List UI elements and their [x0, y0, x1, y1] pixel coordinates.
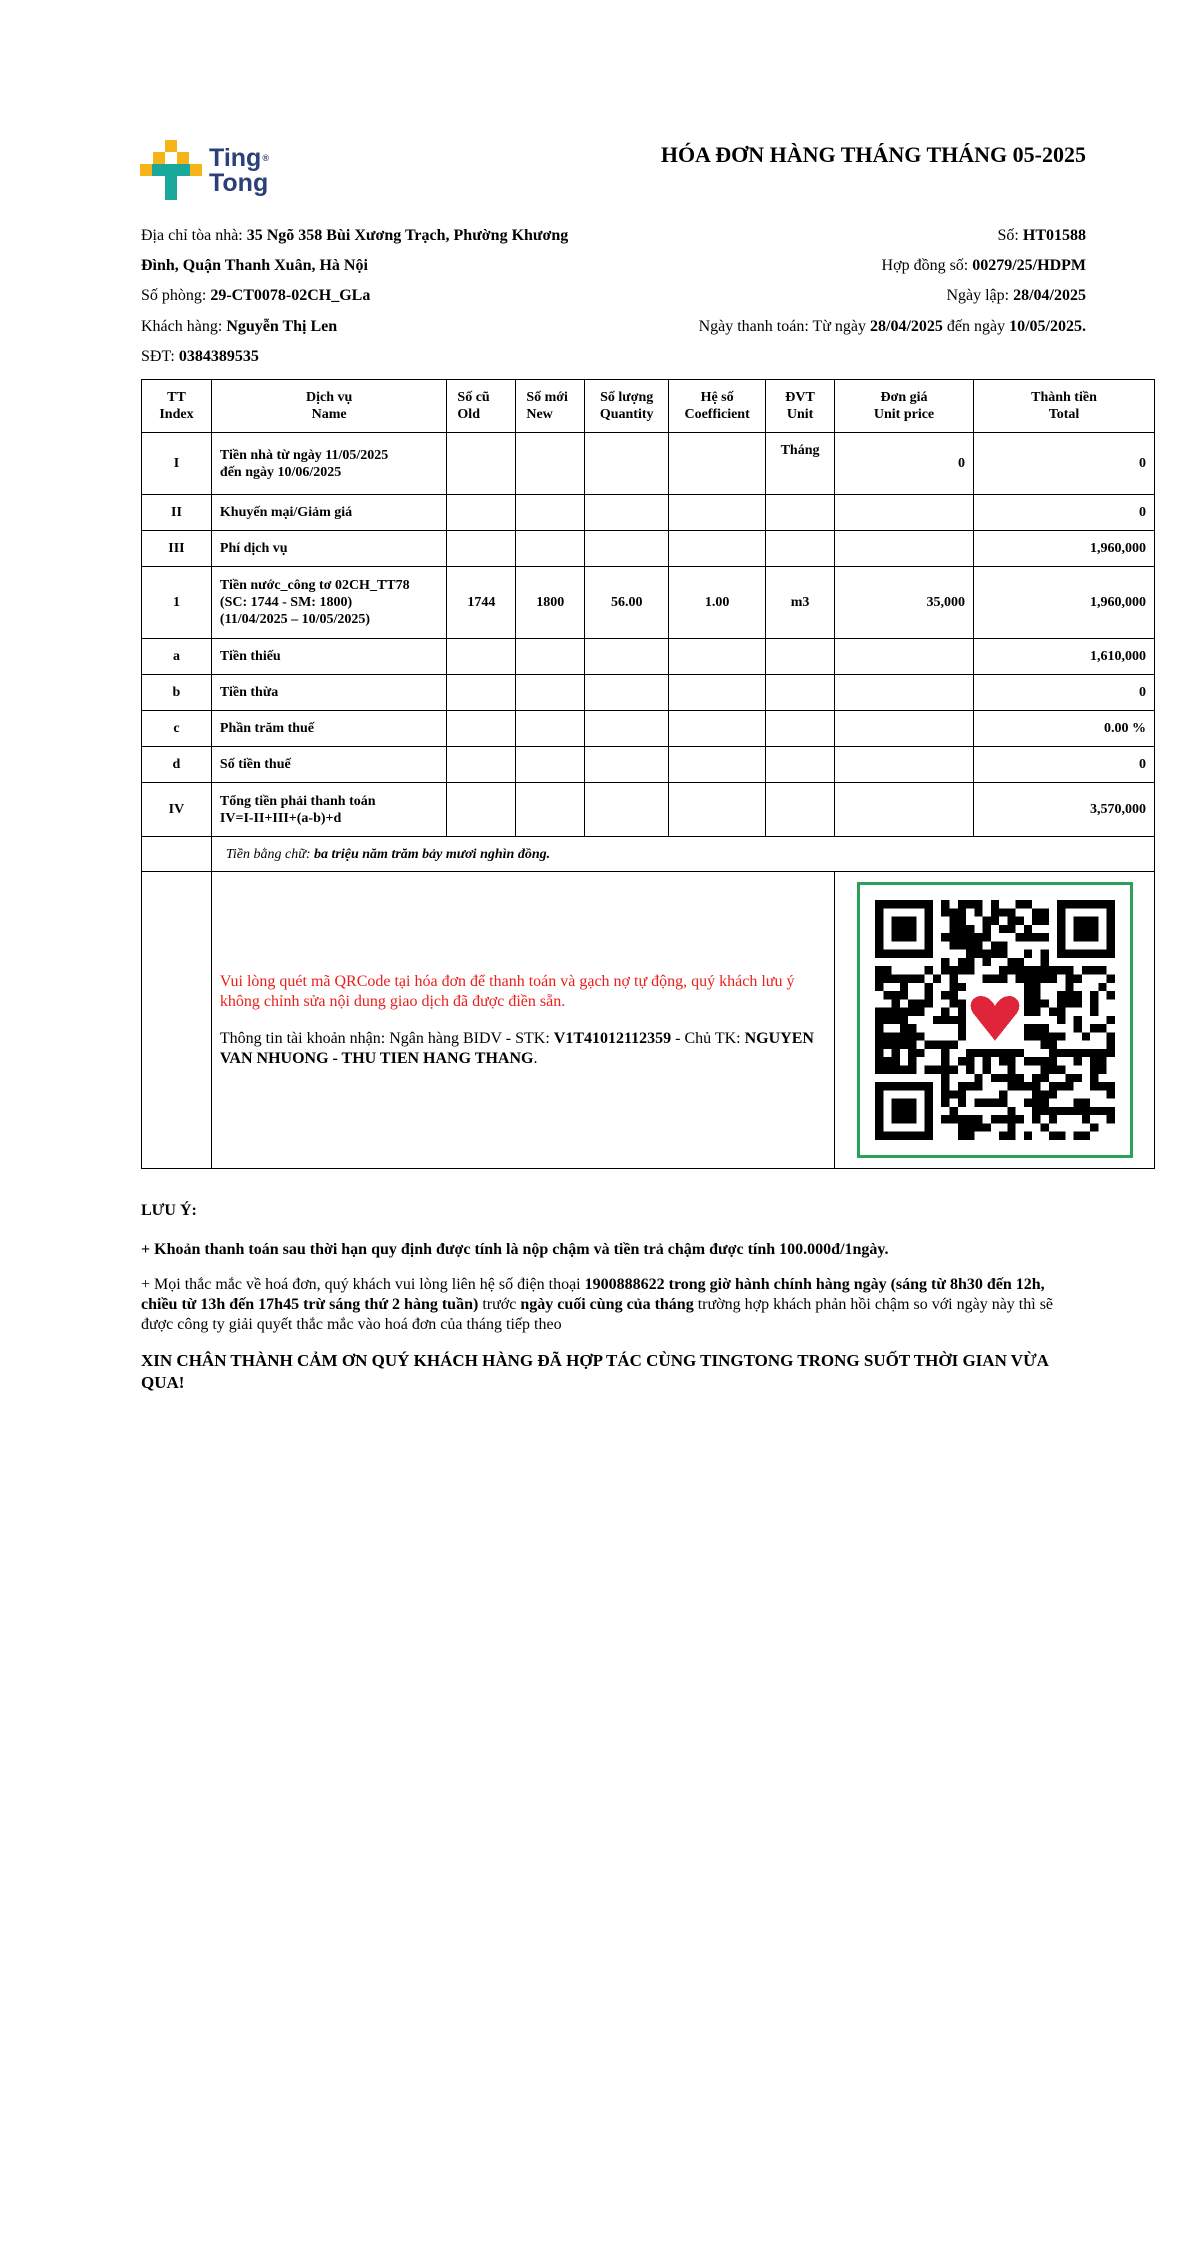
row-name: Tiền nước_công tơ 02CH_TT78 (SC: 1744 - SM: 1800) (11/04/2025 – 10/05/2025): [211, 567, 447, 639]
address-line-2: [141, 256, 368, 276]
row-coefficient: [669, 433, 766, 495]
row-quantity: 56.00: [585, 567, 669, 639]
header-coefficient: Hệ số Coefficient: [669, 380, 766, 433]
logo-line1: Ting: [209, 144, 262, 172]
row-name: Khuyến mại/Giảm giá: [211, 495, 447, 531]
row-index: II: [142, 495, 212, 531]
customer-label: Khách hàng:: [141, 318, 223, 335]
address-label: Địa chỉ tòa nhà:: [141, 227, 243, 244]
account-number: V1T41012112359: [553, 1029, 672, 1047]
account-owner-label: - Chủ TK:: [675, 1029, 741, 1047]
row-coefficient: 1.00: [669, 567, 766, 639]
invoice-title: HÓA ĐƠN HÀNG THÁNG THÁNG 05-2025: [660, 142, 1086, 167]
logo-mark-icon: [140, 140, 202, 202]
phone-line: [141, 347, 259, 367]
header-unit: ĐVT Unit: [766, 380, 835, 433]
payment-from-value: 28/04/2025: [870, 318, 943, 335]
contract-line: [882, 256, 1086, 276]
row-total: 0: [973, 495, 1154, 531]
header-name: Dịch vụ Name: [211, 380, 447, 433]
tingtong-logo: [140, 140, 300, 202]
table-row: [142, 495, 1155, 531]
row-name: Phí dịch vụ: [211, 531, 447, 567]
amount-in-words-value: ba triệu năm trăm bảy mươi nghìn đồng.: [314, 846, 551, 862]
row-index: b: [142, 675, 212, 711]
late-payment-note: + Khoản thanh toán sau thời hạn quy định được tính là nộp chậm và tiền trả chậm được tính 100.000đ/1ngày.: [141, 1241, 889, 1258]
account-prefix: Thông tin tài khoản nhận: Ngân hàng BIDV - STK:: [219, 1029, 550, 1047]
room-line: [141, 286, 370, 306]
invoice-number-label: Số:: [997, 227, 1019, 244]
row-new: [516, 433, 585, 495]
row-name: Tiền thiếu: [211, 639, 447, 675]
notes-section: [141, 1201, 1081, 1394]
room-value: 29-CT0078-02CH_GLa: [210, 287, 371, 304]
row-total: 0: [973, 675, 1154, 711]
contact-note: + Mọi thắc mắc về hoá đơn, quý khách vui lòng liên hệ số điện thoại 1900888622 trong giờ hành chính hàng ngày (sáng từ 8h30 đến 12h, chiều từ 13h đến 17h45 trừ sáng thứ 2 hàng tuần) trước ngày cuối cùng của tháng trường hợp khách phản hồi chậm so với ngày này thì sẽ được công ty giải quyết thắc mắc vào hoá đơn của tháng tiếp theo: [141, 1276, 1054, 1333]
row-new: 1800: [516, 567, 585, 639]
payment-qr-code[interactable]: [857, 882, 1133, 1158]
qr-payment-note: Vui lòng quét mã QRCode tại hóa đơn để thanh toán và gạch nợ tự động, quý khách lưu ý không chỉnh sửa nội dung giao dịch đã được điền sẵn.: [219, 972, 795, 1010]
logo-registered-mark: ®: [262, 153, 269, 163]
thank-you-note: XIN CHÂN THÀNH CẢM ƠN QUÝ KHÁCH HÀNG ĐÃ HỢP TÁC CÙNG TINGTONG TRONG SUỐT THỜI GIAN VỪA QUA!: [141, 1351, 1048, 1392]
row-old: 1744: [447, 567, 516, 639]
row-index: IV: [142, 783, 212, 837]
issue-date-label: Ngày lập:: [946, 287, 1010, 304]
phone-label: SĐT:: [141, 348, 175, 365]
logo-wordmark: [209, 146, 269, 196]
invoice-number-line: [998, 226, 1086, 246]
row-unit-price: 0: [835, 433, 974, 495]
contract-value: 00279/25/HDPM: [972, 257, 1086, 274]
row-unit: Tháng: [766, 433, 835, 495]
row-index: d: [142, 747, 212, 783]
payment-period-label: Ngày thanh toán: Từ ngày: [698, 318, 867, 335]
row-old: [447, 433, 516, 495]
row-index: III: [142, 531, 212, 567]
header-unit-price: Đơn giá Unit price: [835, 380, 974, 433]
table-header-row: [142, 380, 1155, 433]
table-row: [142, 567, 1155, 639]
issue-date-value: 28/04/2025: [1013, 287, 1086, 304]
table-row: [142, 783, 1155, 837]
customer-line: [141, 317, 337, 337]
table-row: [142, 747, 1155, 783]
row-total: 0.00 %: [973, 711, 1154, 747]
header-total: Thành tiền Total: [973, 380, 1154, 433]
notes-heading: LƯU Ý:: [141, 1202, 197, 1219]
payment-qr-row: [142, 872, 1155, 1169]
row-index: c: [142, 711, 212, 747]
row-name: Phần trăm thuế: [211, 711, 447, 747]
row-unit-price: 35,000: [835, 567, 974, 639]
amount-in-words-label: Tiền bằng chữ:: [225, 846, 311, 862]
row-total: 0: [973, 433, 1154, 495]
bank-account-info: Thông tin tài khoản nhận: Ngân hàng BIDV - STK: V1T41012112359 - Chủ TK: NGUYEN VAN NHUONG - THU TIEN HANG THANG.: [219, 1029, 814, 1067]
row-total: 1,960,000: [973, 567, 1154, 639]
table-row: [142, 531, 1155, 567]
qr-cell: [835, 872, 1155, 1169]
row-index: 1: [142, 567, 212, 639]
invoice-table: [141, 379, 1155, 1169]
table-row: [142, 711, 1155, 747]
header-quantity: Số lượng Quantity: [585, 380, 669, 433]
account-owner: NGUYEN VAN NHUONG - THU TIEN HANG THANG: [219, 1029, 814, 1067]
row-index: I: [142, 433, 212, 495]
row-name: Tiền nhà từ ngày 11/05/2025 đến ngày 10/06/2025: [211, 433, 447, 495]
qr-code-icon: [875, 900, 1115, 1140]
address-value-1: 35 Ngõ 358 Bùi Xương Trạch, Phường Khương: [246, 227, 569, 244]
header-index: TT Index: [142, 380, 212, 433]
amount-in-words: [211, 837, 1154, 872]
payment-instructions: [211, 872, 834, 1169]
row-total: 1,960,000: [973, 531, 1154, 567]
row-total: 3,570,000: [973, 783, 1154, 837]
address-value-2: Đình, Quận Thanh Xuân, Hà Nội: [141, 257, 368, 274]
phone-value: 0384389535: [178, 348, 259, 365]
row-quantity: [585, 433, 669, 495]
header-old: Số cũ Old: [447, 380, 516, 433]
row-total: 1,610,000: [973, 639, 1154, 675]
table-row: [142, 675, 1155, 711]
contract-label: Hợp đồng số:: [881, 257, 969, 274]
amount-in-words-row: [142, 837, 1155, 872]
row-name: Tiền thừa: [211, 675, 447, 711]
table-row: [142, 639, 1155, 675]
payment-period-line: [699, 317, 1086, 337]
header-new: Số mới New: [516, 380, 585, 433]
logo-line2: Tong: [209, 169, 269, 197]
address-line-1: [141, 226, 568, 246]
payment-mid-label: đến ngày: [946, 318, 1006, 335]
issue-date-line: [946, 286, 1086, 306]
row-index: a: [142, 639, 212, 675]
room-label: Số phòng:: [141, 287, 207, 304]
row-name: Tổng tiền phải thanh toán IV=I-II+III+(a-b)+d: [211, 783, 447, 837]
table-row: [142, 433, 1155, 495]
payment-to-value: 10/05/2025.: [1009, 318, 1086, 335]
row-name: Số tiền thuế: [211, 747, 447, 783]
row-unit: m3: [766, 567, 835, 639]
invoice-number-value: HT01588: [1022, 227, 1086, 244]
row-total: 0: [973, 747, 1154, 783]
customer-value: Nguyễn Thị Len: [226, 318, 338, 335]
